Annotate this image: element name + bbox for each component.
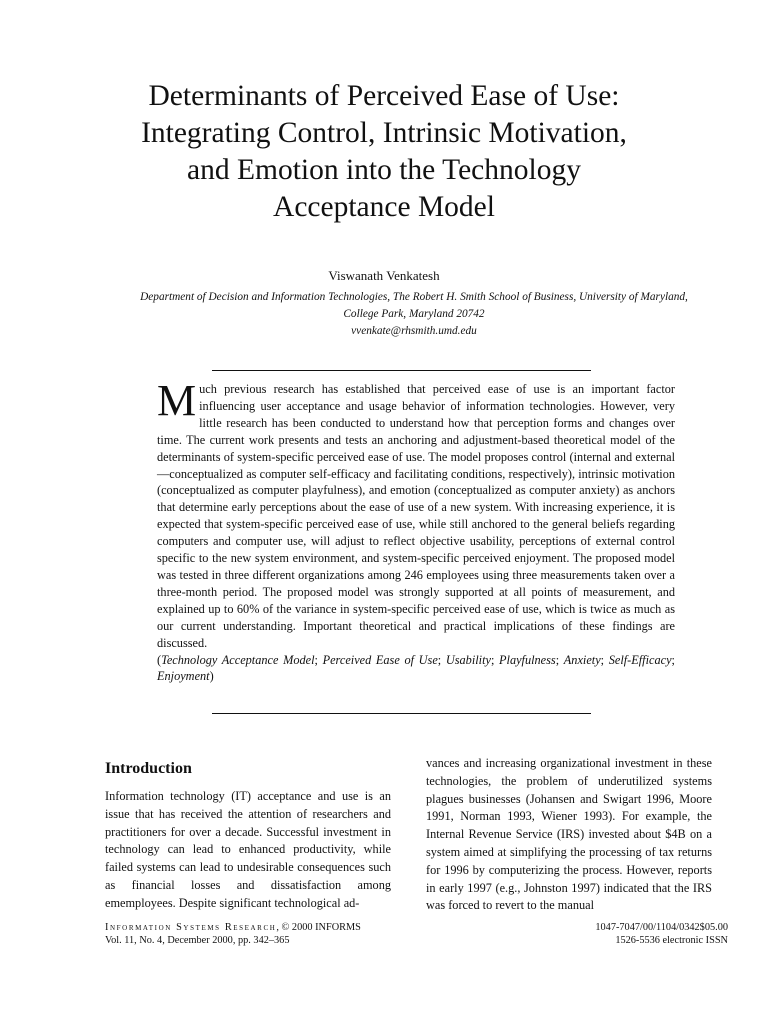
keyword: Anxiety (563, 652, 601, 667)
right-column-paragraph: vances and increasing organizational investment in these technologies, the problem of underutilized systems plagues businesses (Johansen and Swigart 1996, Moore 1991, Norman 1993, Wiener 1993). For example, the Internal Revenue Service (IRS) invested about $4B on a system aimed at simplifying the processing of tax returns for 1996 by computerizing the process. However, reports in early 1997 (e.g., Johnston 1997) indicated that the IRS was forced to revert to the manual (426, 756, 712, 913)
abstract-text: uch previous research has established that perceived ease of use is an important factor influencing user acceptance and usage behavior of information technologies. However, very little research has been conducted to understand how that perception forms and changes over time. The current work presents and tests an anchoring and adjustment-based theoretical model of the determinants of system-specific perceived ease of use. The model proposes control (internal and external—conceptualized as computer self-efficacy and facilitating conditions, respectively), intrinsic motivation (conceptualized as computer playfulness), and emotion (conceptualized as computer anxiety) as anchors that determine early perceptions about the ease of use of a new system. With increasing experience, it is expected that system-specific perceived ease of use, while still anchored to the general beliefs regarding computers and computer use, will adjust to reflect objective usability, perceptions of external control specific to the new system environment, and system-specific perceived enjoyment. The proposed model was tested in three different organizations among 246 employees using three measurements taken over a three-month period. The proposed model was strongly supported at all points of measurement, and explained up to 60% of the variance in system-specific perceived ease of use, which is twice as much as our current understanding. Important theoretical and practical implications of these findings are discussed. (157, 382, 675, 650)
affiliation-line: Department of Decision and Information Technologies, The Robert H. Smith School of Business, University of Maryland, (140, 291, 688, 303)
abstract (157, 376, 675, 685)
footer-identifiers (595, 921, 728, 947)
affiliation-line: College Park, Maryland 20742 (343, 308, 485, 320)
issn: 1526-5536 electronic ISSN (615, 935, 728, 946)
keyword: Usability (445, 652, 491, 667)
title-line: Determinants of Perceived Ease of Use: (148, 80, 620, 112)
left-column (105, 758, 391, 913)
journal-name: Information Systems Research (105, 922, 277, 933)
keywords: (Technology Acceptance Model; Perceived Ease of Use; Usability; Playfulness; Anxiety; Self-Efficacy; Enjoyment) (157, 652, 675, 684)
volume-info: Vol. 11, No. 4, December 2000, pp. 342–365 (105, 935, 290, 946)
abstract-dropcap: M (157, 376, 197, 425)
copyright: , © 2000 INFORMS (276, 922, 361, 933)
paper-title (60, 78, 708, 226)
keyword: Enjoyment (157, 669, 210, 684)
section-heading: Introduction (105, 760, 192, 777)
right-column (426, 755, 712, 915)
keyword: Playfulness (499, 652, 556, 667)
title-line: Integrating Control, Intrinsic Motivation, (141, 117, 627, 149)
footer-citation (105, 921, 361, 947)
title-line: and Emotion into the Technology (187, 154, 581, 186)
author-name: Viswanath Venkatesh (328, 268, 440, 283)
author-email: vvenkate@rhsmith.umd.edu (351, 325, 477, 337)
keyword: Perceived Ease of Use (322, 652, 438, 667)
keyword: Technology Acceptance Model (161, 652, 315, 667)
title-line: Acceptance Model (273, 191, 495, 223)
abstract-bottom-rule (212, 713, 591, 714)
article-code: 1047-7047/00/1104/0342$05.00 (595, 922, 728, 933)
left-column-paragraph: Information technology (IT) acceptance and use is an issue that has received the attention of researchers and practitioners for over a decade. Successful investment in technology can lead to enhanced productivity, while failed systems can lead to undesirable consequences such as financial losses and dissatisfaction among ememployees. Despite significant technological ad- (105, 789, 391, 910)
author-affiliation (96, 289, 732, 340)
abstract-body (157, 376, 675, 652)
keyword: Self-Efficacy (608, 652, 672, 667)
abstract-top-rule (212, 370, 591, 371)
